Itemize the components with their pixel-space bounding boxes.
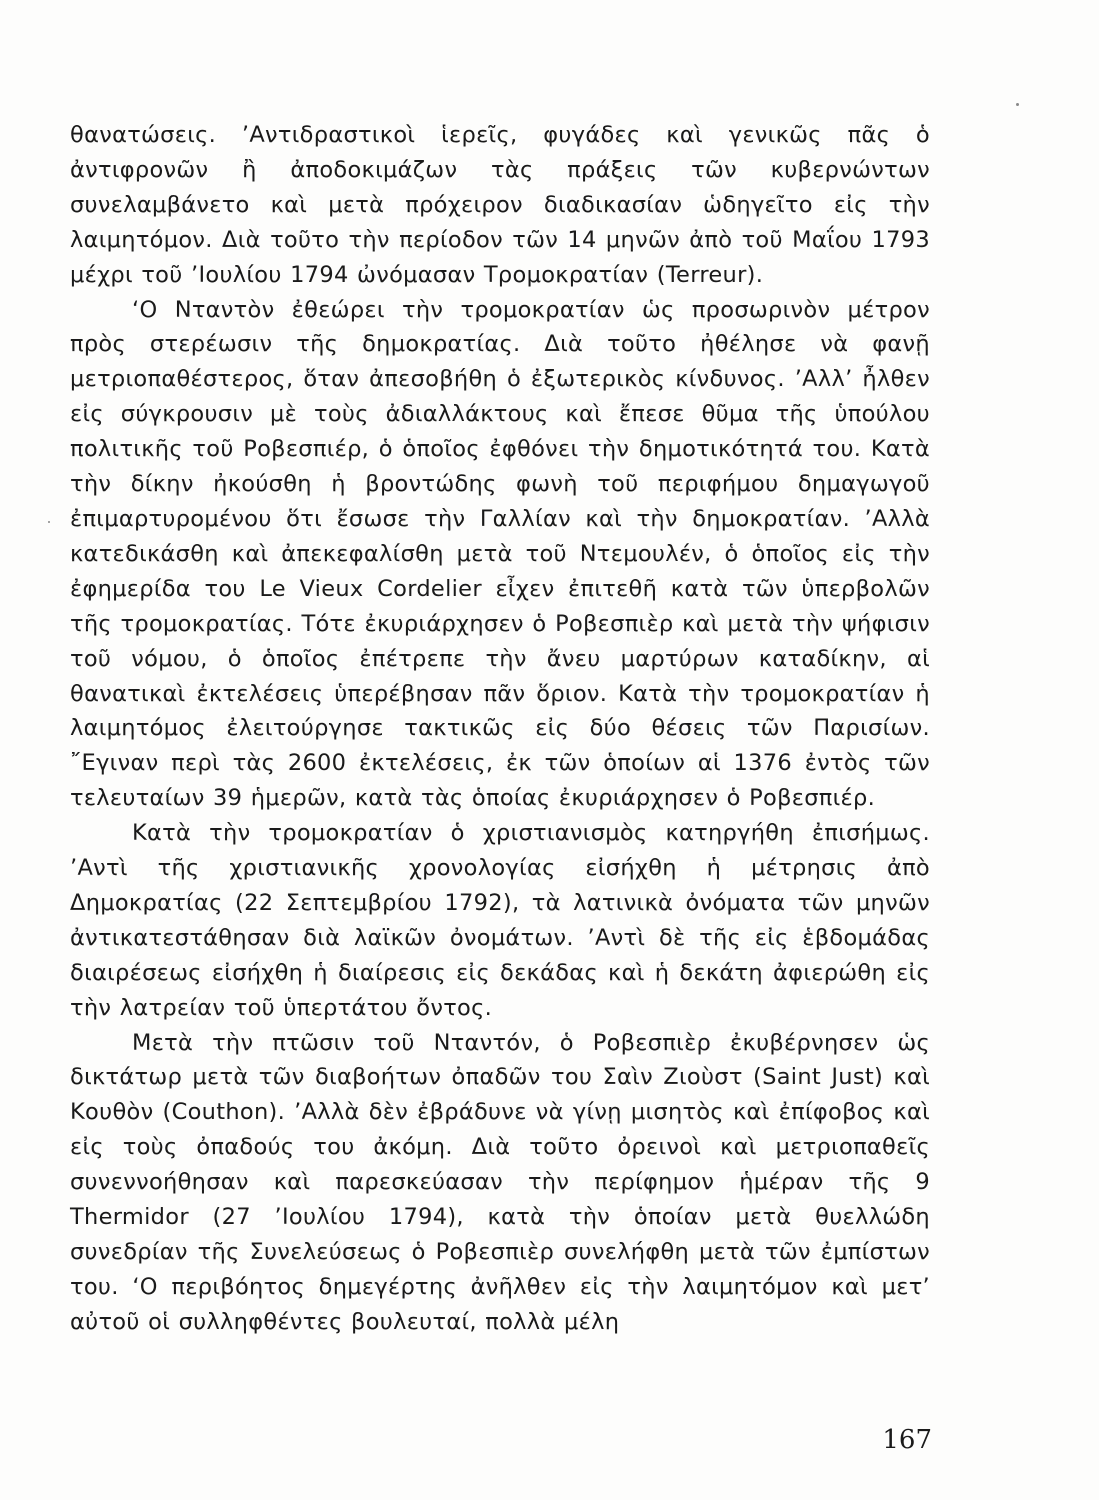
body-text [70,118,930,1340]
page-number: 167 [882,1425,932,1455]
paragraph-2: ‘Ο Νταντὸν ἐθεώρει τὴν τρομοκρατίαν ὡς προσωρινὸν μέτρον πρὸς στερέωσιν τῆς δημοκρατίας. Διὰ τοῦτο ἠθέλησε νὰ φανῇ μετριοπαθέστερος, ὅταν ἀπεσοβήθη ὁ ἐξωτερικὸς κίνδυνος. ’Αλλ’ ἦλθεν εἰς σύγκρουσιν μὲ τοὺς ἀδιαλλάκτους καὶ ἔπεσε θῦμα τῆς ὑπούλου πολιτικῆς τοῦ Ροβεσπιέρ, ὁ ὁποῖος ἐφθόνει τὴν δημοτικότητά του. Κατὰ τὴν δίκην ἠκούσθη ἡ βροντώδης φωνὴ τοῦ περιφήμου δημαγωγοῦ ἐπιμαρτυρομένου ὅτι ἔσωσε τὴν Γαλλίαν καὶ τὴν δημοκρατίαν. ’Αλλὰ κατεδικάσθη καὶ ἀπεκεφαλίσθη μετὰ τοῦ Ντεμουλέν, ὁ ὁποῖος εἰς τὴν ἐφημερίδα του Le Vieux Cordelier εἶχεν ἐπιτεθῆ κατὰ τῶν ὑπερβολῶν τῆς τρομοκρατίας. Τότε ἐκυριάρχησεν ὁ Ροβεσπιὲρ καὶ μετὰ τὴν ψήφισιν τοῦ νόμου, ὁ ὁποῖος ἐπέτρεπε τὴν ἄνευ μαρτύρων καταδίκην, αἱ θανατικαὶ ἐκτελέσεις ὑπερέβησαν πᾶν ὅριον. Κατὰ τὴν τρομοκρατίαν ἡ λαιμητόμος ἐλειτούργησε τακτικῶς εἰς δύο θέσεις τῶν Παρισίων. ῎Εγιναν περὶ τὰς 2600 ἐκτελέσεις, ἐκ τῶν ὁποίων αἱ 1376 ἐντὸς τῶν τελευταίων 39 ἡμερῶν, κατὰ τὰς ὁποίας ἐκυριάρχησεν ὁ Ροβεσπιέρ. [70,296,930,812]
paragraph-1: θανατώσεις. ’Αντιδραστικοὶ ἱερεῖς, φυγάδες καὶ γενικῶς πᾶς ὁ ἀντιφρονῶν ἢ ἀποδοκιμάζων τὰς πράξεις τῶν κυβερνώντων συνελαμβάνετο καὶ μετὰ πρόχειρον διαδικασίαν ὡδηγεῖτο εἰς τὴν λαιμητόμον. Διὰ τοῦτο τὴν περίοδον τῶν 14 μηνῶν ἀπὸ τοῦ Μαΐου 1793 μέχρι τοῦ ’Ιουλίου 1794 ὠνόμασαν Τρομοκρατίαν (Terreur). [70,122,930,288]
paragraph-4: Μετὰ τὴν πτῶσιν τοῦ Νταντόν, ὁ Ροβεσπιὲρ ἐκυβέρνησεν ὡς δικτάτωρ μετὰ τῶν διαβοήτων ὀπαδῶν του Σαὶν Ζιοὺστ (Saint Just) καὶ Κουθὸν (Couthon). ’Αλλὰ δὲν ἐβράδυνε νὰ γίνῃ μισητὸς καὶ ἐπίφοβος καὶ εἰς τοὺς ὀπαδούς του ἀκόμη. Διὰ τοῦτο ὀρεινοὶ καὶ μετριοπαθεῖς συνεννοήθησαν καὶ παρεσκεύασαν τὴν περίφημον ἡμέραν τῆς 9 Thermidor (27 ’Ιουλίου 1794), κατὰ τὴν ὁποίαν μετὰ θυελλώδη συνεδρίαν τῆς Συνελεύσεως ὁ Ροβεσπιὲρ συνελήφθη μετὰ τῶν ἐμπίστων του. ‘Ο περιβόητος δημεγέρτης ἀνῆλθεν εἰς τὴν λαιμητόμον καὶ μετ’ αὐτοῦ οἱ συλληφθέντες βουλευταί, πολλὰ μέλη [70,1029,930,1335]
paragraph-3: Κατὰ τὴν τρομοκρατίαν ὁ χριστιανισμὸς κατηργήθη ἐπισήμως. ’Αντὶ τῆς χριστιανικῆς χρονολογίας εἰσήχθη ἡ μέτρησις ἀπὸ Δημοκρατίας (22 Σεπτεμβρίου 1792), τὰ λατινικὰ ὀνόματα τῶν μηνῶν ἀντικατεστάθησαν διὰ λαϊκῶν ὀνομάτων. ’Αντὶ δὲ τῆς εἰς ἑβδομάδας διαιρέσεως εἰσήχθη ἡ διαίρεσις εἰς δεκάδας καὶ ἡ δεκάτη ἀφιερώθη εἰς τὴν λατρείαν τοῦ ὑπερτάτου ὄντος. [70,820,930,1021]
scan-speck [48,521,50,523]
scan-speck [1016,103,1019,106]
